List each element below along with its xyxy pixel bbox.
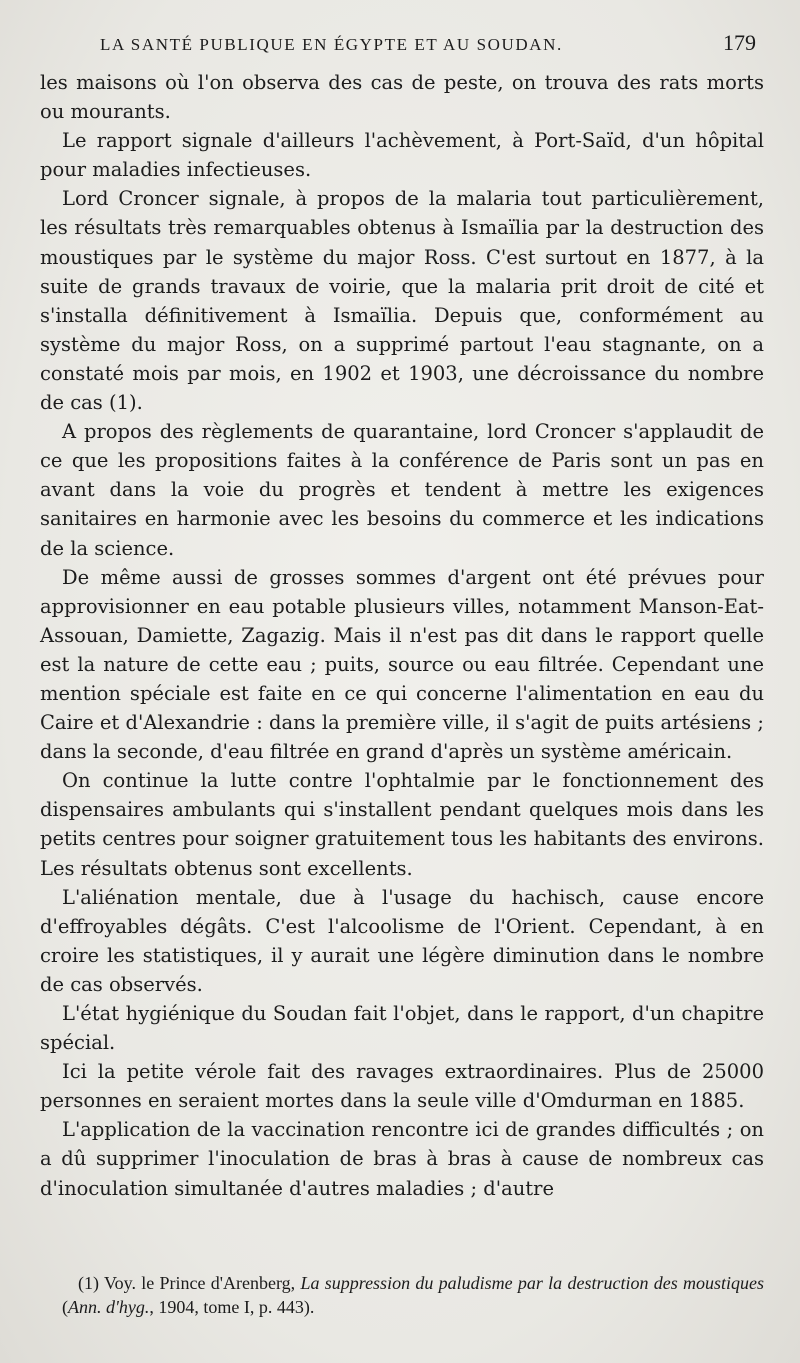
footnote-title: La suppression du paludisme par la destruction des moustiques: [300, 1273, 764, 1293]
paragraph-smallpox: Ici la petite vérole fait des ravages extraordinaires. Plus de 25000 personnes en seraient mortes dans la seule ville d'Omdurman en 1885.: [40, 1060, 764, 1113]
footnote-lead: Voy. le Prince d'Arenberg,: [103, 1273, 296, 1293]
page-header: [40, 30, 764, 64]
paragraph-mental-illness: L'aliénation mentale, due à l'usage du hachisch, cause encore d'effroyables dégâts. C'est l'alcoolisme de l'Orient. Cependant, à en croire les statistiques, il y aurait une légère diminution dans le nombre de cas observés.: [40, 885, 764, 996]
running-head: LA SANTÉ PUBLIQUE EN ÉGYPTE ET AU SOUDAN.: [100, 35, 563, 54]
footnote-journal: Ann. d'hyg.: [68, 1297, 150, 1317]
footnote-details: , 1904, tome I, p. 443).: [149, 1297, 315, 1317]
paragraph-quarantine: A propos des règlements de quarantaine, lord Croncer s'applaudit de ce que les propositions faites à la conférence de Paris sont un pas en avant dans la voie du progrès et tendent à mettre les exigences sanitaires en harmonie avec les besoins du commerce et les indications de la science.: [40, 420, 764, 560]
footnote-marker: (1): [78, 1273, 99, 1293]
paragraph-water-supply: De même aussi de grosses sommes d'argent ont été prévues pour approvisionner en eau potable plusieurs villes, notamment Manson-Eat-Assouan, Damiette, Zagazig. Mais il n'est pas dit dans le rapport quelle est la nature de cette eau ; puits, source ou eau filtrée. Cependant une mention spéciale est faite en ce qui concerne l'alimentation en eau du Caire et d'Alexandrie : dans la première ville, il s'agit de puits artésiens ; dans la seconde, d'eau filtrée en grand d'après un système américain.: [40, 565, 764, 764]
paragraph-continuation: les maisons où l'on observa des cas de peste, on trouva des rats morts ou mourants.: [40, 71, 764, 124]
paragraph-ophthalmia: On continue la lutte contre l'ophtalmie par le fonctionnement des dispensaires ambulants qui s'installent pendant quelques mois dans les petits centres pour soigner gratuitement tous les habitants des environs. Les résultats obtenus sont excellents.: [40, 769, 764, 880]
paragraph-port-said-hospital: Le rapport signale d'ailleurs l'achèvement, à Port-Saïd, d'un hôpital pour maladies infectieuses.: [40, 129, 764, 182]
paragraph-vaccination: L'application de la vaccination rencontre ici de grandes difficultés ; on a dû supprimer l'inoculation de bras à bras à cause de nombreux cas d'inoculation simultanée d'autres maladies ; d'autre: [40, 1118, 764, 1200]
paragraph-soudan: L'état hygiénique du Soudan fait l'objet, dans le rapport, d'un chapitre spécial.: [40, 1002, 764, 1055]
paragraph-malaria: Lord Croncer signale, à propos de la malaria tout particulièrement, les résultats très remarquables obtenus à Ismaïlia par la destruction des moustiques par le système du major Ross. C'est surtout en 1877, à la suite de grands travaux de voirie, que la malaria prit droit de cité et s'installa définitivement à Ismaïlia. Depuis que, conformément au système du major Ross, on a supprimé partout l'eau stagnante, on a constaté mois par mois, en 1902 et 1903, une décroissance du nombre de cas (1).: [40, 187, 764, 415]
body-text: [40, 68, 764, 1203]
footnote-source-open: (: [62, 1297, 68, 1317]
footnote-text: [62, 1271, 764, 1319]
footnote: [62, 1271, 764, 1319]
page-number: 179: [723, 30, 756, 55]
